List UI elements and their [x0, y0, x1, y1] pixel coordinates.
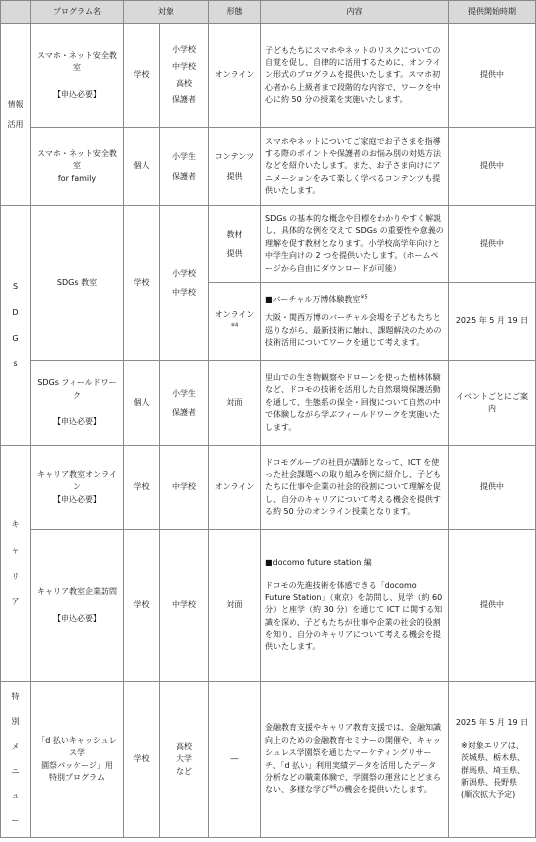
table-row	[1, 24, 536, 128]
target-list: 小学校 中学校	[160, 206, 209, 361]
content: ■バーチャル万博体験教室$^{※5}$ 大阪・関西万博のバーチャル会場を子どもたちと巡りながら、最新技術に触れ、課題解決のための技術活用についてワークを通じて考えます。	[261, 283, 449, 361]
program-name: 「d 払いキャッシュレス学 園祭パッケージ」用 特別プログラム	[31, 682, 124, 838]
header-form: 形態	[209, 1, 261, 24]
target-list: 中学校	[160, 530, 209, 682]
table-row	[1, 682, 536, 838]
target-type: 個人	[124, 361, 160, 446]
table-row	[1, 361, 536, 446]
target-list: 小学生 保護者	[160, 128, 209, 206]
form: コンテンツ 提供	[209, 128, 261, 206]
start-date: 2025 年 5 月 19 日 ※対象エリアは、 茨城県、栃木県、 群馬県、埼玉県、 新潟県、長野県 (順次拡大予定)	[449, 682, 536, 838]
section-career: キ ャ リ ア	[1, 446, 31, 682]
header-row	[1, 1, 536, 24]
target-list: 小学校 中学校 高校 保護者	[160, 24, 209, 128]
header-start: 提供開始時期	[449, 1, 536, 24]
program-name: キャリア教室企業訪問 【申込必要】	[31, 530, 124, 682]
area-note: ※対象エリアは、 茨城県、栃木県、 群馬県、埼玉県、 新潟県、長野県 (順次拡大予定)	[461, 740, 525, 800]
target-type: 個人	[124, 128, 160, 206]
content: ■docomo future station 編 ドコモの先進技術を体感できる「docomo Future Station」（東京）を訪問し、見学（約 60 分）と座学（約 30 分）を通じて ICT に関する知識を深め、子どもたちが仕事や企業の社会的役割を知り、自分のキャリアについて考える機会を提供いたします。	[261, 530, 449, 682]
table-row	[1, 530, 536, 682]
section-special: 特 別 メ ニ ュ ー	[1, 682, 31, 838]
form: 対面	[209, 361, 261, 446]
form: オンライン$^{※4}$	[209, 283, 261, 361]
header-content: 内容	[261, 1, 449, 24]
form: オンライン	[209, 24, 261, 128]
start-date: イベントごとにご案内	[449, 361, 536, 446]
footnote-mark: ※4	[230, 321, 239, 328]
table-row	[1, 206, 536, 283]
content: ドコモグループの社員が講師となって、ICT を使った社会課題への取り組みを例に紹介し、子どもたちに仕事や企業の社会的役割について理解を促し、自分のキャリアについて考える機会を提供する約 50 分のオンライン授業となります。	[261, 446, 449, 530]
program-name: SDGs フィールドワーク 【申込必要】	[31, 361, 124, 446]
target-list: 高校 大学 など	[160, 682, 209, 838]
target-type: 学校	[124, 446, 160, 530]
start-date: 提供中	[449, 206, 536, 283]
footnote-mark: ※6	[329, 784, 337, 791]
table-row	[1, 128, 536, 206]
target-type: 学校	[124, 24, 160, 128]
content: スマホやネットについてご家庭でお子さまを指導する際のポイントや保護者のお悩み別の対処方法などを紹介いたします。また、お子さま向けにアニメーションをみて楽しく学べるコンテンツも提供いたします。	[261, 128, 449, 206]
footnote-mark: ※5	[360, 294, 368, 301]
form: 対面	[209, 530, 261, 682]
table-row	[1, 446, 536, 530]
form: 教材 提供	[209, 206, 261, 283]
section-sdgs: S D G s	[1, 206, 31, 446]
program-name: スマホ・ネット安全教室 【申込必要】	[31, 24, 124, 128]
program-name: SDGs 教室	[31, 206, 124, 361]
header-target: 対象	[124, 1, 209, 24]
header-category	[1, 1, 31, 24]
target-type: 学校	[124, 530, 160, 682]
content: 里山での生き物観察やドローンを使った植林体験など、ドコモの技術を活用した自然環境保護活動を通して、生態系の保全・回復について自然の中で体験しながら学ぶフィールドワークを実施いたします。	[261, 361, 449, 446]
target-list: 中学校	[160, 446, 209, 530]
program-name: キャリア教室オンライン 【申込必要】	[31, 446, 124, 530]
target-type: 学校	[124, 206, 160, 361]
start-date: 提供中	[449, 128, 536, 206]
content: 子どもたちにスマホやネットのリスクについての自覚を促し、自律的に活用するために、オンライン形式のプログラムを提供いたします。スマホ初心者から上級者まで段階的な内容で、ワークを中心に約 50 分の授業を実施いたします。	[261, 24, 449, 128]
start-date: 提供中	[449, 530, 536, 682]
form: ―	[209, 682, 261, 838]
start-date: 提供中	[449, 24, 536, 128]
content: 金融教育支援やキャリア教育支援では、金融知識向上のための金融教育セミナーの開催や、キャッシュレス学園祭を通じたマーケティングリサーチ、「d 払い」利用実績データを活用したデータ分析などの職業体験で、学園祭の運営にとどまらない、多様な学び$^{※6}$の機会を提供いたします。	[261, 682, 449, 838]
start-date: 2025 年 5 月 19 日	[449, 283, 536, 361]
start-date: 提供中	[449, 446, 536, 530]
section-info: 情報 活用	[1, 24, 31, 206]
target-list: 小学生 保護者	[160, 361, 209, 446]
header-program-name: プログラム名	[31, 1, 124, 24]
program-name: スマホ・ネット安全教室 for family	[31, 128, 124, 206]
form: オンライン	[209, 446, 261, 530]
target-type: 学校	[124, 682, 160, 838]
content: SDGs の基本的な概念や目標をわかりやすく解説し、具体的な例を交えて SDGs の重要性や意義の理解を促す教材となります。小学校高学年向けと中学生向けの 2 つを提供いたします。（ホームページから自由にダウンロードが可能）	[261, 206, 449, 283]
